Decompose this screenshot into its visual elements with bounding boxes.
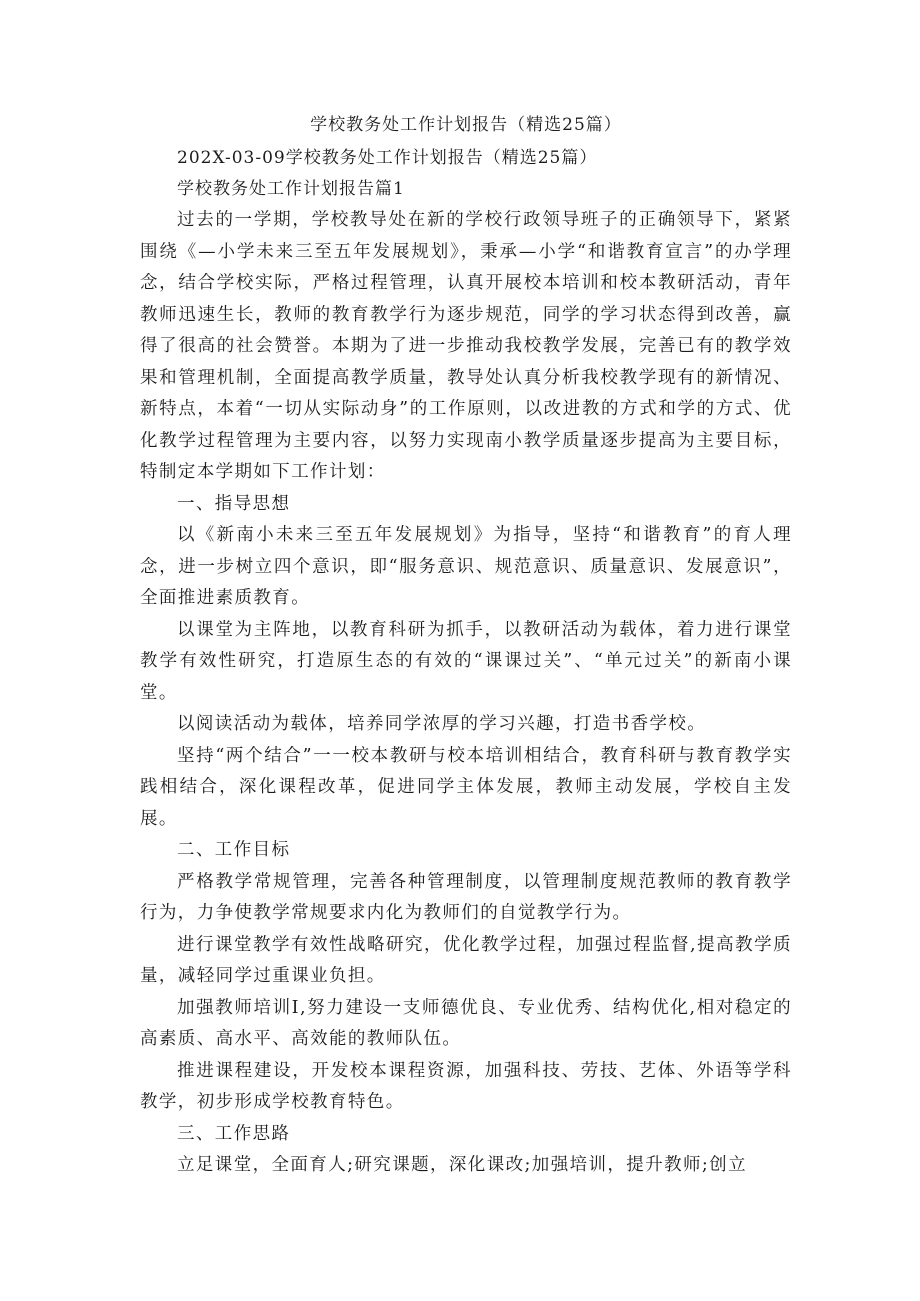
document-body	[140, 113, 792, 1182]
paragraph: 立足课堂，全面育人;研究课题，深化课改;加强培训，提升教师;创立	[177, 1155, 747, 1175]
paragraph: 以《新南小未来三至五年发展规划》为指导，坚持“和谐教育”的育人理念，进一步树立四个意识，即“服务意识、规范意识、质量意识、发展意识”，全面推进素质教育。	[140, 525, 792, 608]
document-title: 学校教务处工作计划报告（精选25篇）	[310, 115, 622, 135]
heading-work-goals: 二、工作目标	[177, 840, 291, 860]
section-title: 学校教务处工作计划报告篇1	[177, 179, 405, 199]
paragraph: 推进课程建设，开发校本课程资源，加强科技、劳技、艺体、外语等学科教学，初步形成学校教育特色。	[140, 1060, 792, 1112]
paragraph: 进行课堂教学有效性战略研究，优化教学过程，加强过程监督,提高教学质量，减轻同学过重课业负担。	[140, 934, 792, 986]
heading-work-approach: 三、工作思路	[177, 1123, 291, 1144]
paragraph: 坚持“两个结合”一一校本教研与校本培训相结合，教育科研与教育教学实践相结合，深化课程改革，促进同学主体发展，教师主动发展，学校自主发展。	[140, 745, 792, 829]
heading-guiding-thought: 一、指导思想	[177, 493, 291, 514]
paragraph: 以阅读活动为载体，培养同学浓厚的学习兴趣，打造书香学校。	[177, 714, 707, 734]
paragraph-intro: 过去的一学期，学校教导处在新的学校行政领导班子的正确领导下，紧紧围绕《—小学未来三至五年发展规划》，秉承—小学“和谐教育宣言”的办学理念，结合学校实际，严格过程管理，认真开展校本培训和校本教研活动，青年教师迅速生长，教师的教育教学行为逐步规范，同学的学习状态得到改善，赢得了很高的社会赞誉。本期为了进一步推动我校教学发展，完善已有的教学效果和管理机制，全面提高教学质量，教导处认真分析我校教学现有的新情况、新特点，本着“一切从实际动身”的工作原则，以改进教的方式和学的方式、优化教学过程管理为主要内容，以努力实现南小教学质量逐步提高为主要目标，特制定本学期如下工作计划：	[140, 210, 792, 482]
paragraph: 严格教学常规管理，完善各种管理制度，以管理制度规范教师的教育教学行为，力争使教学常规要求内化为教师们的自觉教学行为。	[140, 871, 792, 923]
paragraph: 以课堂为主阵地，以教育科研为抓手，以教研活动为载体，着力进行课堂教学有效性研究，打造原生态的有效的“课课过关”、“单元过关”的新南小课堂。	[140, 619, 792, 703]
paragraph: 加强教师培训I,努力建设一支师德优良、专业优秀、结构优化,相对稳定的高素质、高水平、高效能的教师队伍。	[140, 997, 792, 1049]
date-line: 202X-03-09学校教务处工作计划报告（精选25篇）	[177, 148, 598, 168]
